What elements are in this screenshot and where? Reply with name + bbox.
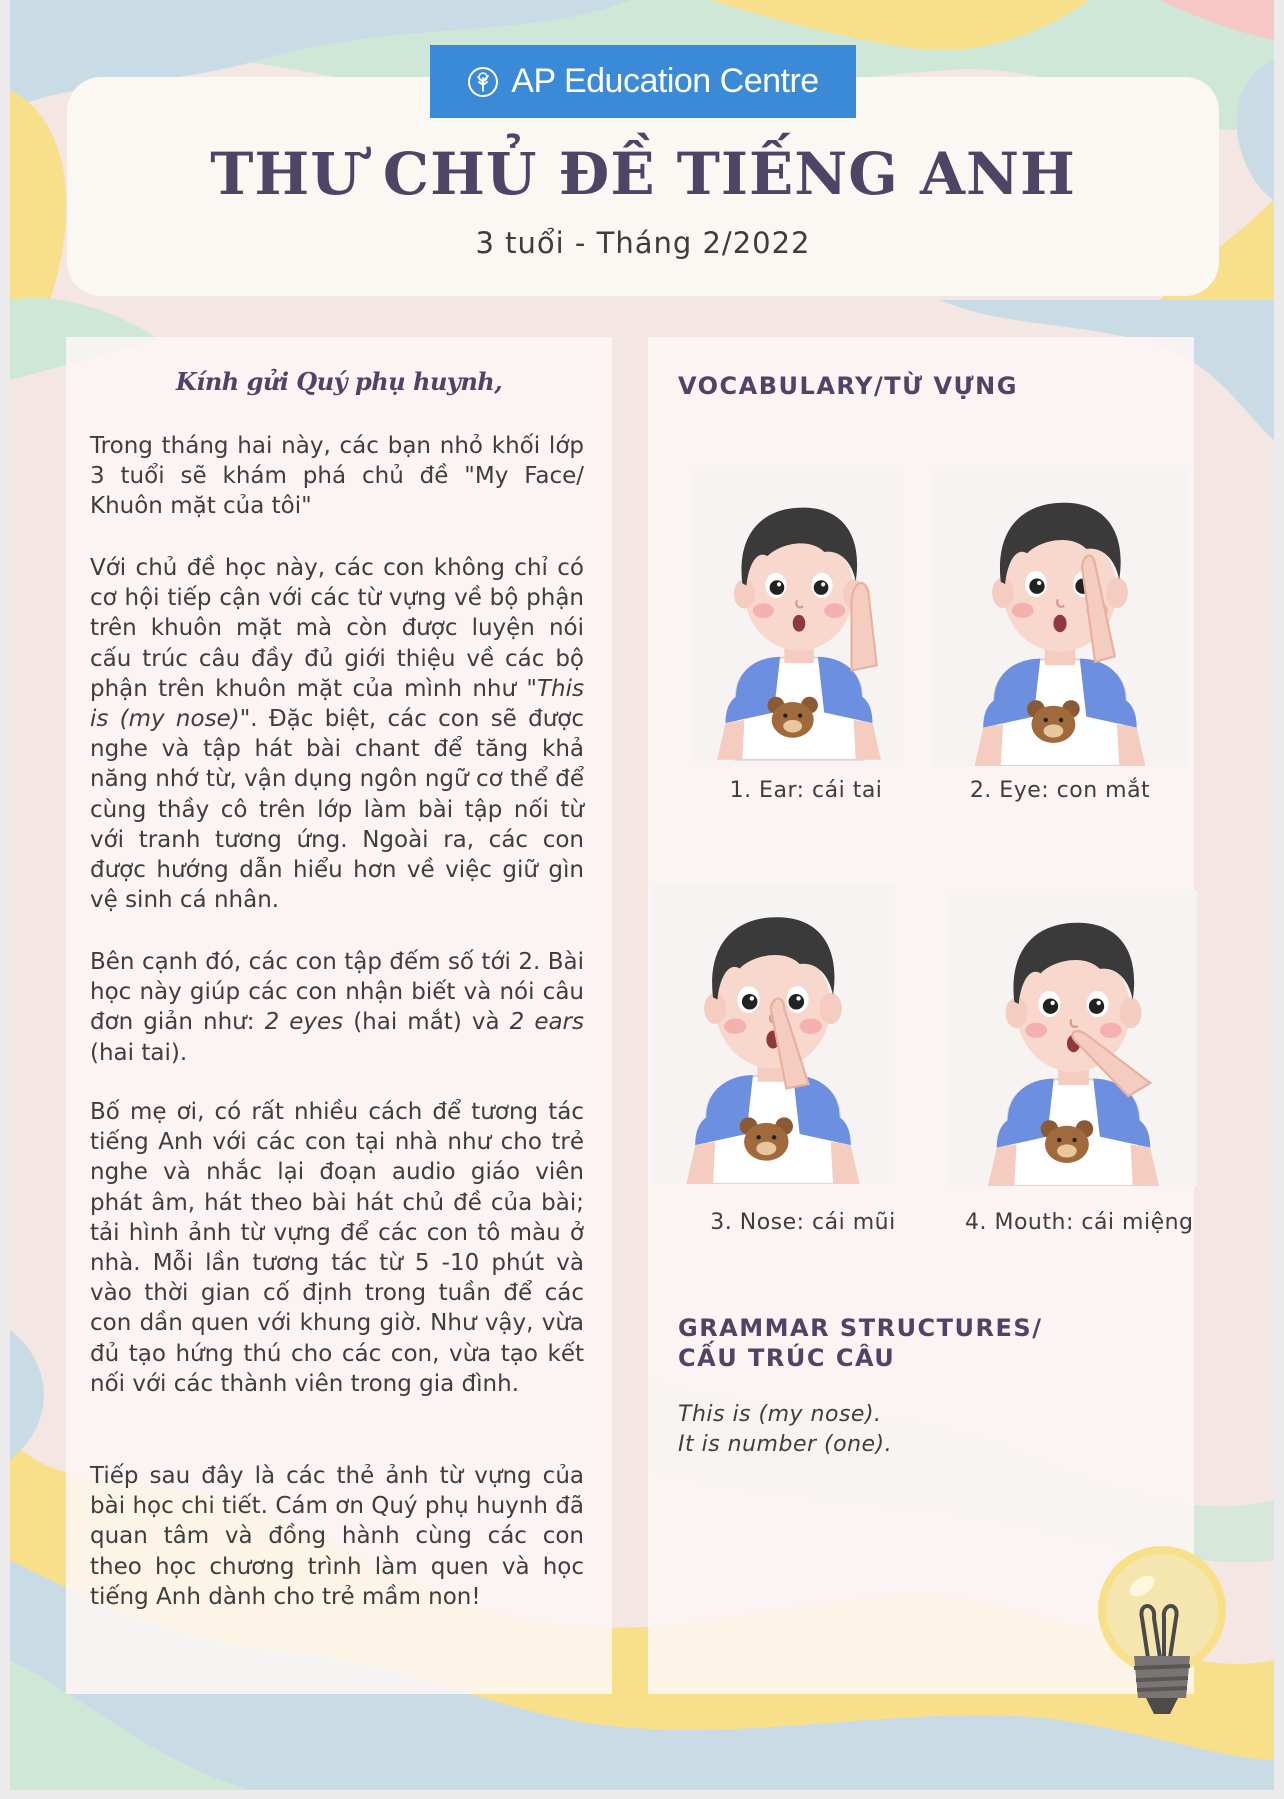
boy-pointing-nose <box>651 884 895 1184</box>
paragraph-home-activities: Bố mẹ ơi, có rất nhiều cách để tương tác tiếng Anh với các con tại nhà như cho trẻ nghe và nhắc lại đoạn audio giáo viên phát âm, hát theo bài hát chủ đề của bài; tải hình ảnh từ vựng để các con tô màu ở nhà. Mỗi lần tương tác từ 5 -10 phút và vào thời gian cố định trong tuần để các con dần quen với khung giờ. Như vậy, vừa đủ tạo hứng thú cho các con, vừa tạo kết nối với các thành viên trong gia đình. <box>90 1099 584 1397</box>
light-bulb-icon <box>1090 1538 1240 1728</box>
boy-pointing-eye <box>931 470 1189 766</box>
vocab-label: 3. Nose: cái mũi <box>710 1210 896 1235</box>
grammar-line: It is number (one). <box>678 1432 893 1457</box>
boy-pointing-ear <box>694 470 904 766</box>
paragraph-counting: Bên cạnh đó, các con tập đếm số tới 2. Bài học này giúp các con nhận biết và nói câu đơn giản như: 2 eyes (hai mắt) và 2 ears (hai tai). <box>90 949 584 1066</box>
greeting: Kính gửi Quý phụ huynh, <box>175 367 503 396</box>
grammar-line: This is (my nose). <box>678 1402 882 1427</box>
vocab-card <box>694 470 904 766</box>
vocab-label: 4. Mouth: cái miệng <box>965 1210 1194 1235</box>
vocabulary-title: VOCABULARY/TỪ VỰNG <box>678 372 1018 400</box>
page-title: THƯ CHỦ ĐỀ TIẾNG ANH <box>210 140 1076 208</box>
vocab-card <box>931 470 1189 766</box>
letter-page <box>10 0 1274 1790</box>
paragraph-closing: Tiếp sau đây là các thẻ ảnh từ vựng của bài học chi tiết. Cám ơn Quý phụ huynh đã quan tâm và đồng hành cùng các con theo học chương trình làm quen và học tiếng Anh dành cho trẻ mầm non! <box>90 1463 584 1610</box>
brand-name: AP Education Centre <box>511 62 819 100</box>
paragraph-intro: Trong tháng hai này, các bạn nhỏ khối lớp 3 tuổi sẽ khám phá chủ đề "My Face/ Khuôn mặt của tôi" <box>90 433 584 520</box>
vocab-label: 2. Eye: con mắt <box>969 778 1151 803</box>
boy-pointing-mouth <box>950 890 1197 1186</box>
vocab-card <box>651 884 895 1184</box>
brand-badge <box>430 45 856 118</box>
tree-logo-icon <box>467 66 499 98</box>
grammar-title: GRAMMAR STRUCTURES/ CẤU TRÚC CÂU <box>678 1314 1043 1372</box>
page-subtitle: 3 tuổi - Tháng 2/2022 <box>475 226 811 260</box>
vocab-label: 1. Ear: cái tai <box>729 778 883 803</box>
paragraph-topic: Với chủ đề học này, các con không chỉ có cơ hội tiếp cận với các từ vựng về bộ phận trên khuôn mặt mà còn được luyện nói cấu trúc câu đầy đủ giới thiệu về các bộ phận trên khuôn mặt của mình như "This is (my nose)". Đặc biệt, các con sẽ được nghe và tập hát bài chant để tăng khả năng nhớ từ, vận dụng ngôn ngữ cơ thể để cùng thầy cô trên lớp làm bài tập nối từ với tranh tương ứng. Ngoài ra, các con được hướng dẫn hiểu hơn về việc giữ gìn vệ sinh cá nhân. <box>90 555 584 914</box>
vocab-card <box>950 890 1197 1186</box>
